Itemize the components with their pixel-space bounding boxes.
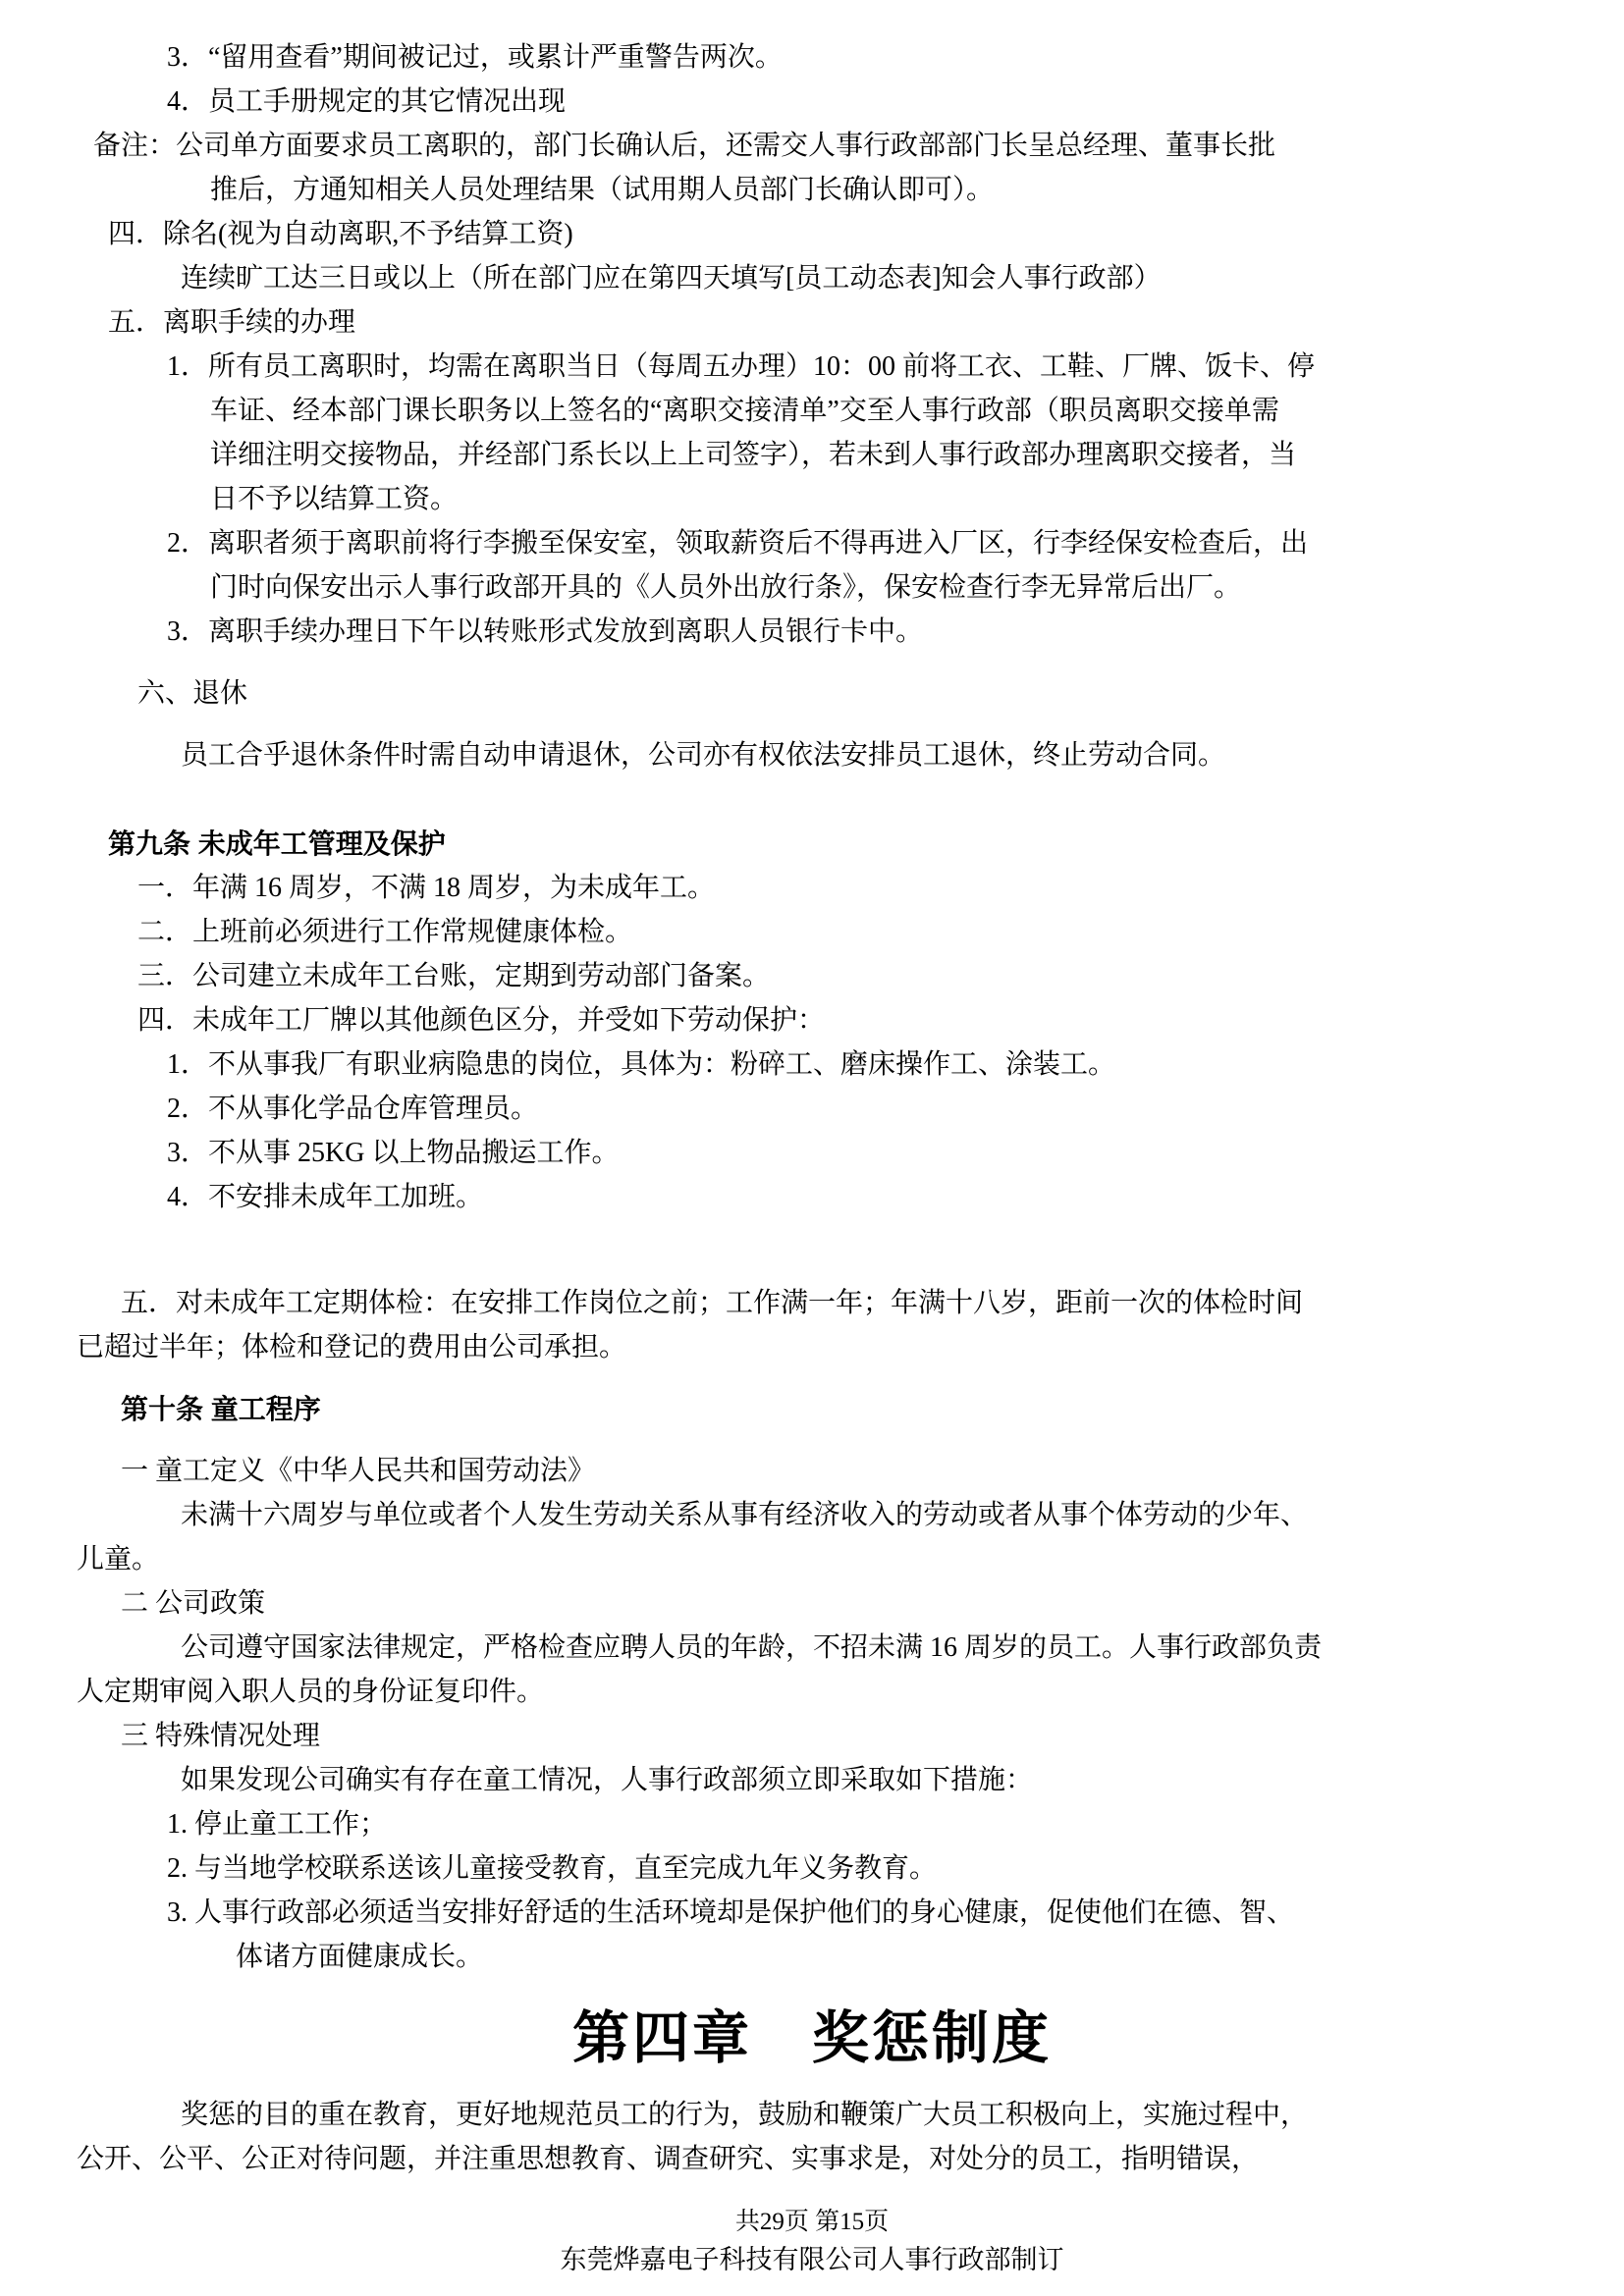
section-heading: 第十条 童工程序 — [121, 1394, 321, 1424]
document-line: 奖惩的目的重在教育，更好地规范员工的行为，鼓励和鞭策广大员工积极向上，实施过程中， — [181, 2099, 1309, 2130]
document-line: 未满十六周岁与单位或者个人发生劳动关系从事有经济收入的劳动或者从事个体劳动的少年、 — [181, 1500, 1309, 1530]
document-line: 1．不从事我厂有职业病隐患的岗位，具体为：粉碎工、磨床操作工、涂装工。 — [167, 1049, 1116, 1080]
footer-issuer: 东莞烨嘉电子科技有限公司人事行政部制订 — [560, 2245, 1064, 2274]
document-line: 已超过半年；体检和登记的费用由公司承担。 — [77, 1332, 627, 1362]
document-line: 如果发现公司确实有存在童工情况，人事行政部须立即采取如下措施： — [181, 1765, 1034, 1795]
document-line: 四．未成年工厂牌以其他颜色区分，并受如下劳动保护： — [137, 1005, 826, 1036]
footer — [0, 2204, 1624, 2278]
document-line: 公开、公平、公正对待问题，并注重思想教育、调查研究、实事求是，对处分的员工，指明错误， — [77, 2143, 1260, 2174]
document-line: 详细注明交接物品，并经部门系长以上上司签字），若未到人事行政部办理离职交接者，当 — [210, 440, 1297, 470]
document-line: 1．所有员工离职时，均需在离职当日（每周五办理）10：00 前将工衣、工鞋、厂牌、饭卡、停 — [167, 351, 1316, 382]
document-line: 3．离职手续办理日下午以转账形式发放到离职人员银行卡中。 — [167, 616, 924, 647]
document-line: 2．离职者须于离职前将行李搬至保安室，领取薪资后不得再进入厂区，行李经保安检查后，出 — [167, 528, 1309, 559]
document-line: 备注：公司单方面要求员工离职的，部门长确认后，还需交人事行政部部门长呈总经理、董事长批 — [93, 131, 1276, 161]
chapter-heading: 第四章 奖惩制度 — [571, 2006, 1052, 2070]
document-line: 连续旷工达三日或以上（所在部门应在第四天填写[员工动态表]知会人事行政部） — [181, 263, 1162, 294]
document-line: 儿童。 — [77, 1544, 160, 1575]
document-line: 车证、经本部门课长职务以上签名的“离职交接清单”交至人事行政部（职员离职交接单需 — [210, 396, 1279, 426]
blank-line — [77, 1369, 1547, 1387]
document-line: 3. 人事行政部必须适当安排好舒适的生活环境却是保护他们的身心健康，促使他们在德、智、 — [167, 1897, 1295, 1928]
section-heading: 第九条 未成年工管理及保护 — [108, 828, 446, 859]
document-line: 五．离职手续的办理 — [108, 307, 356, 338]
document-line: 员工合乎退休条件时需自动申请退休，公司亦有权依法安排员工退休，终止劳动合同。 — [181, 740, 1226, 771]
document-line: 六、退休 — [137, 678, 248, 709]
document-line: 二 公司政策 — [121, 1588, 266, 1619]
document-line: 3．不从事 25KG 以上物品搬运工作。 — [167, 1138, 620, 1168]
document-line: 3．“留用查看”期间被记过，或累计严重警告两次。 — [167, 42, 783, 73]
blank-line — [77, 1263, 1547, 1281]
document-line: 4．不安排未成年工加班。 — [167, 1182, 484, 1212]
blank-line — [77, 1431, 1547, 1449]
blank-line — [77, 777, 1547, 822]
document-line: 五．对未成年工定期体检：在安排工作岗位之前；工作满一年；年满十八岁，距前一次的体检时间 — [121, 1288, 1304, 1318]
document-line: 四．除名(视为自动离职,不予结算工资) — [108, 219, 573, 249]
document-line: 二．上班前必须进行工作常规健康体检。 — [137, 917, 633, 947]
document-line: 公司遵守国家法律规定，严格检查应聘人员的年龄，不招未满 16 周岁的员工。人事行政部负责 — [181, 1632, 1323, 1663]
document-line: 三 特殊情况处理 — [121, 1721, 321, 1751]
blank-line — [77, 716, 1547, 733]
document-line: 体诸方面健康成长。 — [236, 1942, 484, 1972]
document-line: 推后，方通知相关人员处理结果（试用期人员部门长确认即可）。 — [210, 175, 995, 205]
document-line: 一．年满 16 周岁，不满 18 周岁，为未成年工。 — [137, 873, 716, 903]
document-line: 1. 停止童工工作； — [167, 1809, 388, 1840]
document-line: 一 童工定义《中华人民共和国劳动法》 — [121, 1456, 596, 1486]
document-line: 日不予以结算工资。 — [210, 484, 459, 514]
document-line: 2. 与当地学校联系送该儿童接受教育，直至完成九年义务教育。 — [167, 1853, 938, 1884]
document-line: 人定期审阅入职人员的身份证复印件。 — [77, 1677, 545, 1707]
blank-line — [77, 654, 1547, 671]
document-line: 4．员工手册规定的其它情况出现 — [167, 86, 567, 117]
blank-line — [77, 1219, 1547, 1263]
footer-page-info: 共29页 第15页 — [734, 2209, 890, 2235]
document-line: 2．不从事化学品仓库管理员。 — [167, 1094, 539, 1124]
document-line: 三．公司建立未成年工台账，定期到劳动部门备案。 — [137, 961, 771, 991]
document-line: 门时向保安出示人事行政部开具的《人员外出放行条》，保安检查行李无异常后出厂。 — [210, 572, 1242, 603]
